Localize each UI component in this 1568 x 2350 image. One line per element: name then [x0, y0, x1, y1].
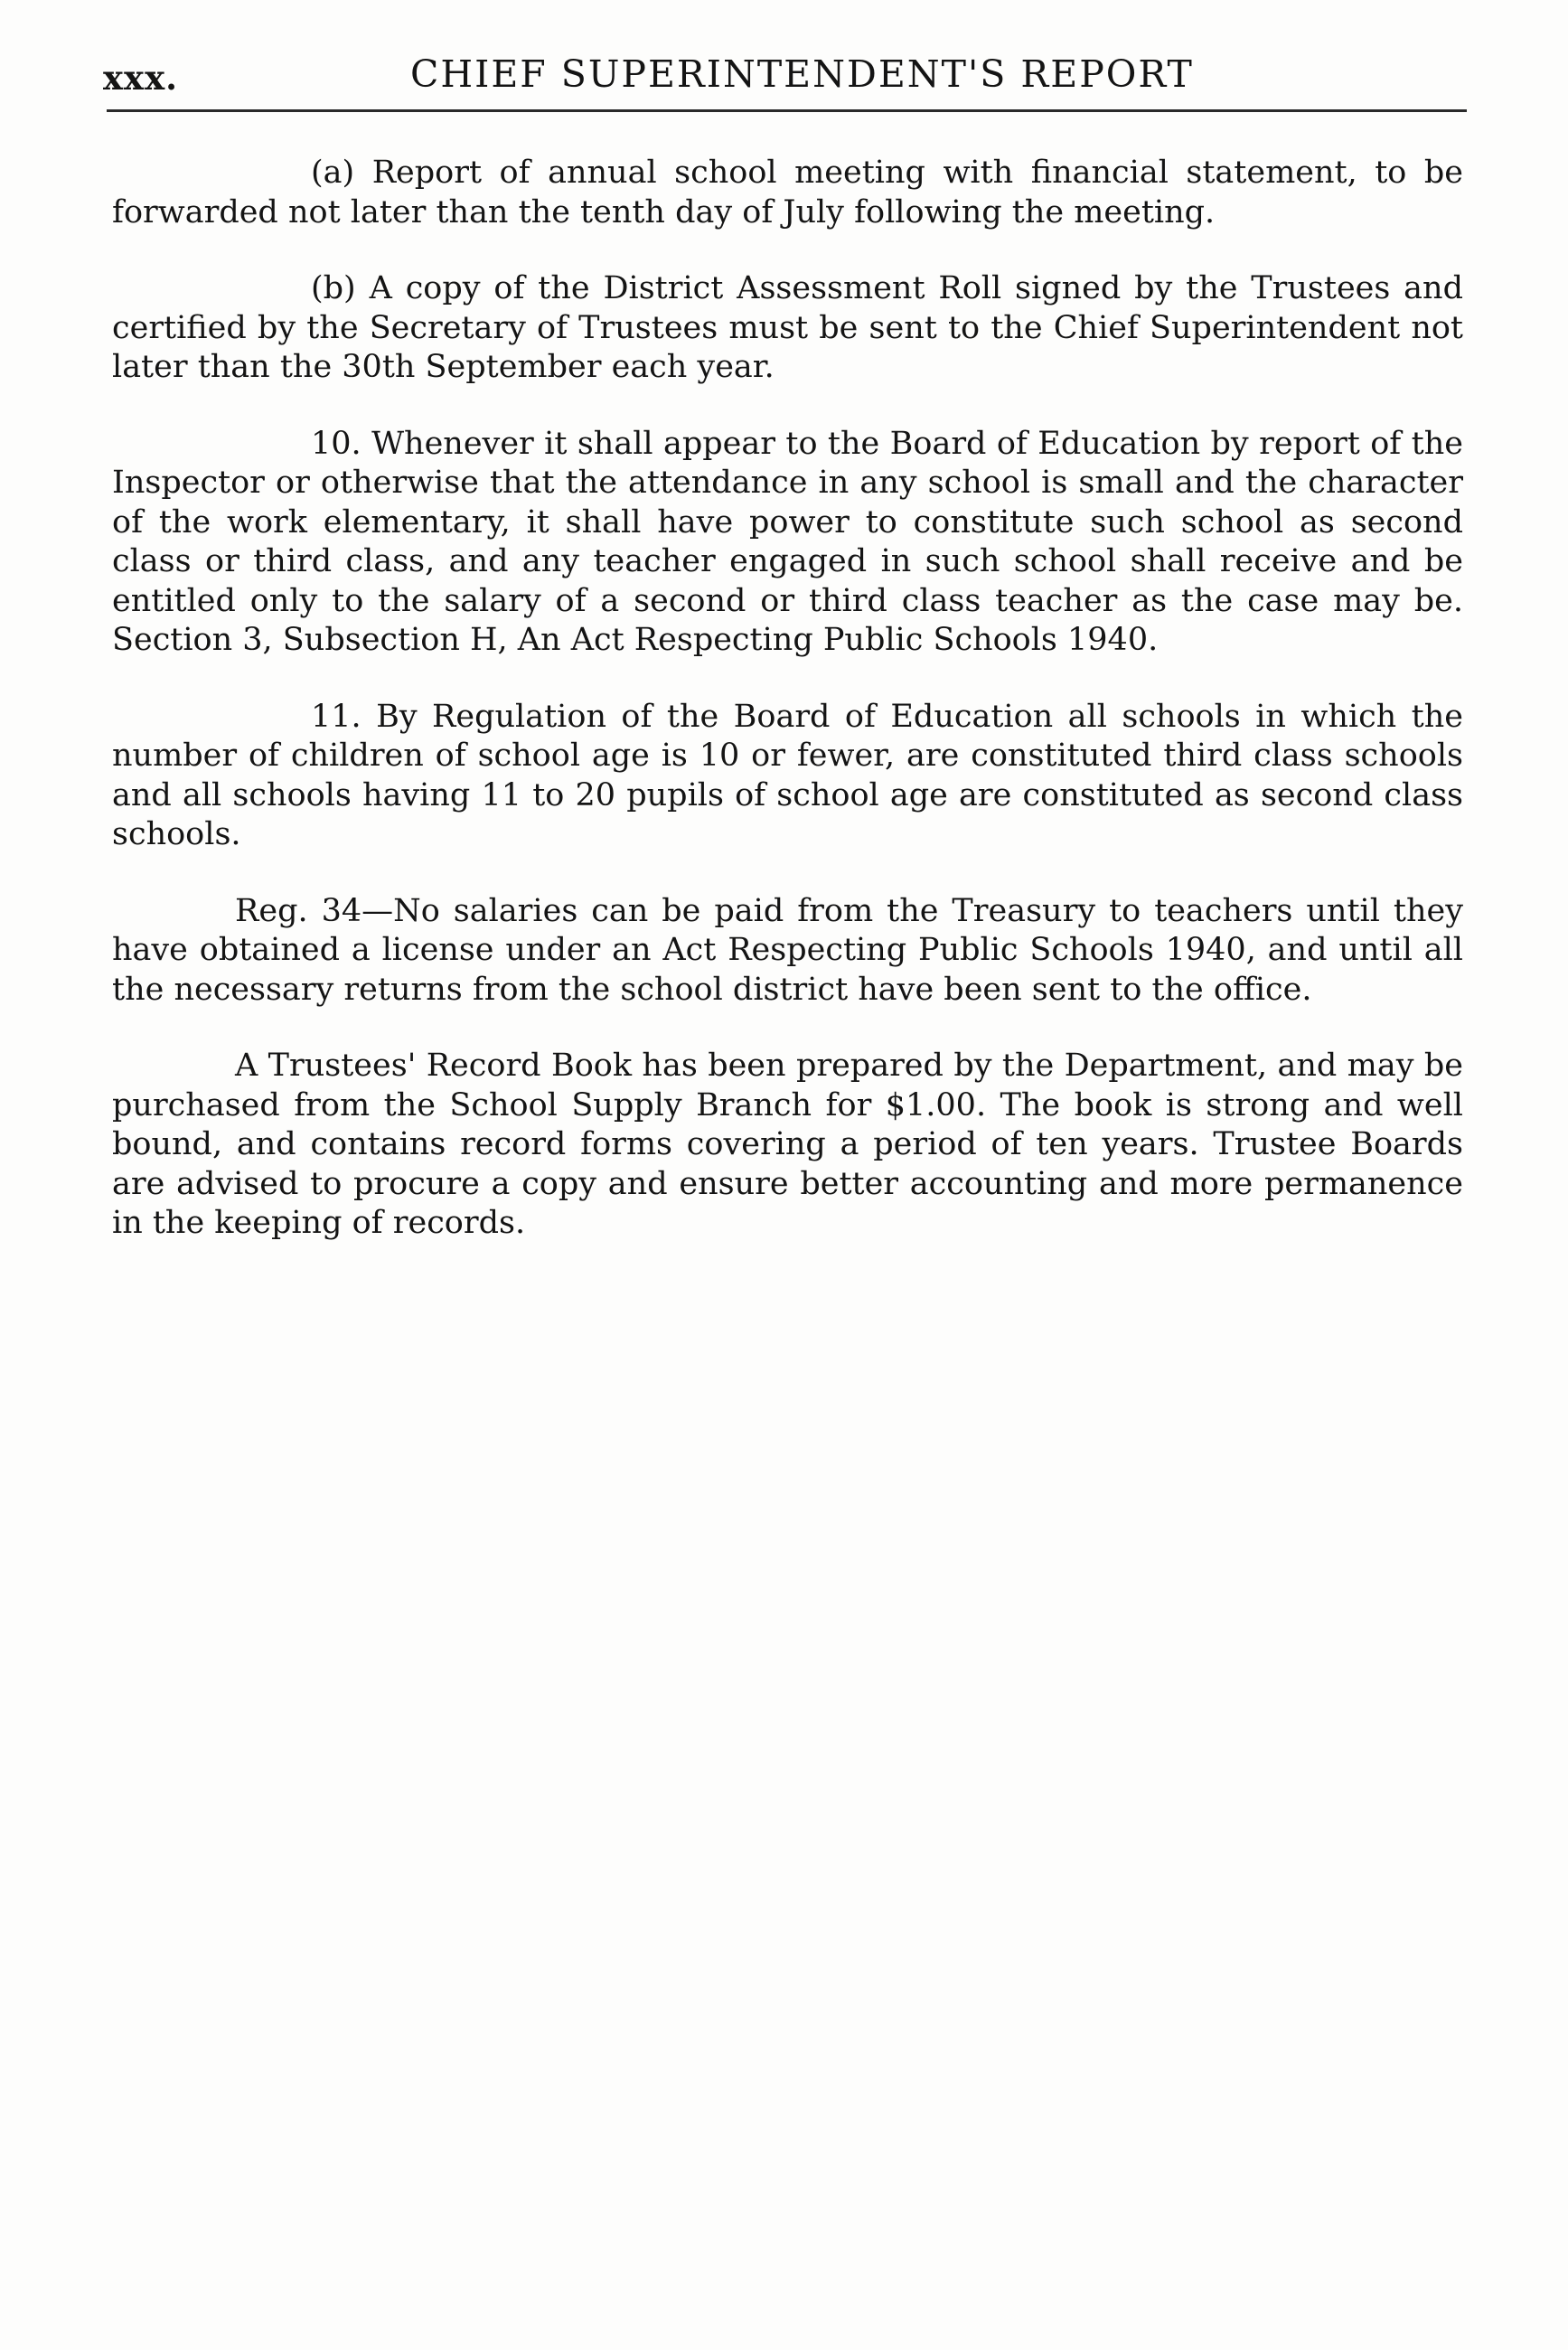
paragraph-assessment-roll-b: (b) A copy of the District Assessment Roll signed by the Trustees and certified by the Secretary of Trustees must be sent to the Chief Superintendent not later than the 30th September each year. — [112, 270, 1463, 385]
paragraph-report-a: (a) Report of annual school meeting with financial statement, to be forwarded not later than the tenth day of July following the meeting. — [112, 155, 1463, 230]
header-rule — [107, 109, 1467, 112]
paragraph-regulation-34: Reg. 34—No salaries can be paid from the Treasury to teachers until they have obtained a license under an Act Respecting Public Schools 1940, and until all the necessary returns from the school district have been sent to the office. — [112, 892, 1463, 1008]
body-text — [112, 154, 1463, 1281]
paragraph-section-11: 11. By Regulation of the Board of Education all schools in which the number of children of school age is 10 or fewer, are constituted third class schools and all schools having 11 to 20 pupils of school age are constituted as second class schools. — [112, 698, 1463, 852]
page-number: xxx. — [103, 58, 179, 98]
paragraph-record-book: A Trustees' Record Book has been prepared by the Department, and may be purchased from the School Supply Branch for $1.00. The book is strong and well bound, and contains record forms covering a period of ten years. Trustee Boards are advised to procure a copy and ensure better accounting and more permanence in the keeping of records. — [112, 1048, 1463, 1241]
report-title: CHIEF SUPERINTENDENT'S REPORT — [410, 52, 1194, 96]
running-header — [103, 51, 1468, 105]
paragraph-section-10: 10. Whenever it shall appear to the Board of Education by report of the Inspector or otherwise that the attendance in any school is small and the character of the work elementary, it shall have power to constitute such school as second class or third class, and any teacher engaged in such school shall receive and be entitled only to the salary of a second or third class teacher as the case may be. Section 3, Subsection H, An Act Respecting Public Schools 1940. — [112, 425, 1463, 658]
